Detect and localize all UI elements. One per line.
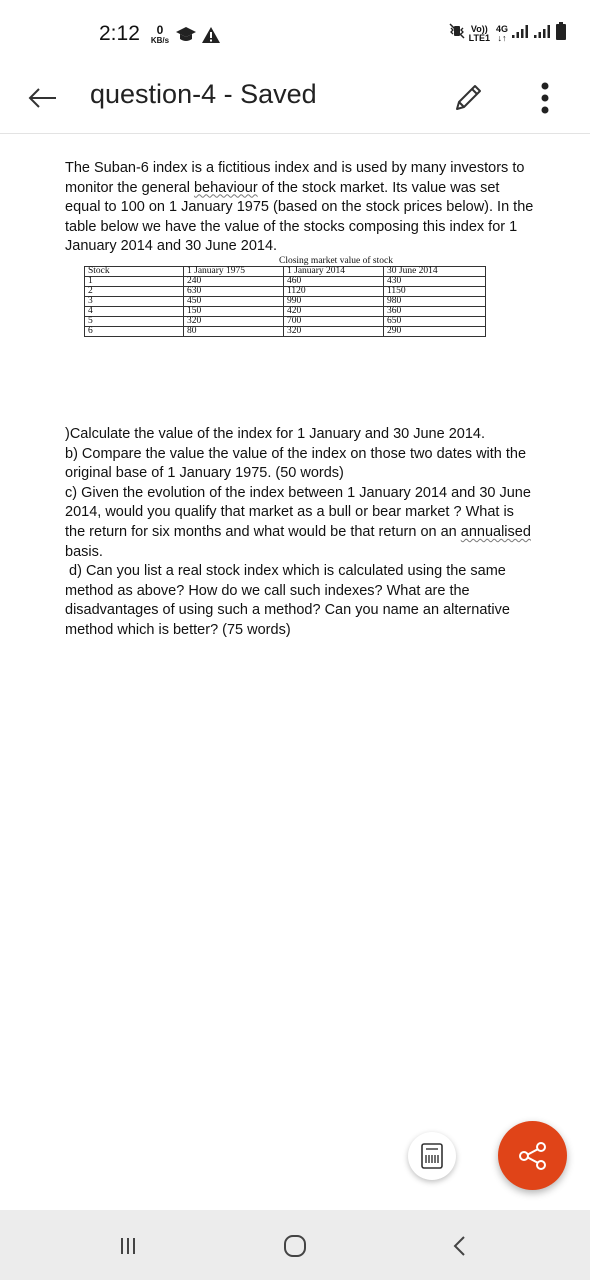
table-row	[85, 297, 486, 307]
stock-value-table	[84, 266, 486, 337]
lte-label: LTE1	[468, 32, 490, 43]
status-right-group	[449, 22, 566, 45]
intro-text: The Suban-6 index is a fictitious index and is used by many investors to monitor the general	[65, 160, 525, 196]
table-cell: 980	[384, 297, 486, 307]
network-speed	[147, 24, 173, 45]
question-c	[65, 484, 535, 562]
recents-button[interactable]	[108, 1226, 148, 1266]
status-time: 2:12	[99, 22, 140, 45]
network-type-label: 4G	[495, 23, 508, 34]
network-speed-unit: KB/s	[150, 36, 170, 45]
table-header-row	[85, 267, 486, 277]
table-cell: 1150	[384, 287, 486, 297]
document-title: question-4 - Saved	[90, 79, 317, 109]
table-row	[85, 277, 486, 287]
table-header-cell: 1 January 1975	[184, 267, 284, 277]
table-cell: 80	[184, 327, 284, 337]
table-cell: 290	[384, 327, 486, 337]
graduation-cap-icon	[175, 26, 197, 49]
table-row	[85, 287, 486, 297]
table-row	[85, 307, 486, 317]
nav-back-button[interactable]	[440, 1226, 480, 1266]
question-a: )Calculate the value of the index for 1 January and 30 June 2014.	[65, 426, 485, 442]
warning-icon	[201, 26, 221, 49]
table-cell: 1120	[284, 287, 384, 297]
table-cell: 240	[184, 277, 284, 287]
signal-strength-icon	[534, 24, 552, 43]
table-header-cell: Stock	[85, 267, 184, 277]
table-cell: 4	[85, 307, 184, 317]
vibrate-mute-icon	[449, 23, 465, 44]
table-cell: 990	[284, 297, 384, 307]
questions-block	[65, 425, 535, 641]
battery-icon	[556, 22, 566, 45]
arrow-left-icon	[24, 80, 60, 116]
question-c-text: c) Given the evolution of the index between 1 January 2014 and 30 June 2014, would you qualify that market as a bull or bear market ? What is the return for six months and what would be that return on an	[65, 484, 531, 540]
table-row	[85, 317, 486, 327]
volte-indicator	[469, 25, 490, 43]
table-row	[85, 327, 486, 337]
table-cell: 420	[284, 307, 384, 317]
question-d: d) Can you list a real stock index which is calculated using the same method as above? How do we call such indexes? What are the disadvantages of using such a method? Can you name an alternative method which is better? (75 words)	[65, 563, 514, 638]
more-vertical-icon	[530, 76, 560, 120]
reading-view-button[interactable]	[408, 1132, 456, 1180]
table-header-cell: 30 June 2014	[384, 267, 486, 277]
status-bar	[0, 0, 590, 70]
share-button[interactable]	[498, 1121, 567, 1190]
share-icon	[516, 1139, 550, 1173]
app-bar	[0, 70, 590, 134]
volte-label: Vo))	[470, 23, 488, 34]
network-speed-value: 0	[156, 23, 164, 37]
table-caption: Closing market value of stock	[279, 256, 393, 266]
network-type-indicator	[496, 25, 508, 43]
home-button[interactable]	[275, 1226, 315, 1266]
table-cell: 360	[384, 307, 486, 317]
table-cell: 320	[284, 327, 384, 337]
reading-view-icon	[421, 1143, 443, 1169]
pencil-icon	[448, 78, 488, 118]
table-cell: 5	[85, 317, 184, 327]
table-cell: 650	[384, 317, 486, 327]
table-cell: 150	[184, 307, 284, 317]
back-chevron-icon	[450, 1234, 470, 1258]
table-cell: 2	[85, 287, 184, 297]
data-activity-label: ↓↑	[497, 32, 507, 43]
table-cell: 430	[384, 277, 486, 287]
table-cell: 1	[85, 277, 184, 287]
table-cell: 320	[184, 317, 284, 327]
edit-button[interactable]	[448, 78, 488, 118]
table-cell: 6	[85, 327, 184, 337]
intro-text: of the stock market. Its value was set equal to 100 on 1 January 1975 (based on the stock prices below). In the table below we have the value of the stocks composing this index for 1 January 2014 and 30 June 2014.	[65, 179, 534, 255]
signal-strength-icon	[512, 24, 530, 43]
intro-paragraph	[65, 159, 535, 257]
spelling-flagged-word[interactable]: annualised	[460, 523, 531, 540]
table-header-cell: 1 January 2014	[284, 267, 384, 277]
system-navigation-bar	[0, 1210, 590, 1280]
question-b: b) Compare the value the value of the index on those two dates with the original base of 1 January 1975. (50 words)	[65, 445, 527, 482]
recents-icon	[118, 1236, 138, 1256]
table-cell: 460	[284, 277, 384, 287]
table-cell: 450	[184, 297, 284, 307]
table-cell: 3	[85, 297, 184, 307]
back-button[interactable]	[24, 80, 60, 116]
table-cell: 630	[184, 287, 284, 297]
spelling-flagged-word[interactable]: behaviour	[193, 179, 258, 196]
table-cell: 700	[284, 317, 384, 327]
more-options-button[interactable]	[530, 76, 560, 120]
question-c-text: basis.	[65, 543, 103, 560]
home-icon	[282, 1233, 308, 1259]
